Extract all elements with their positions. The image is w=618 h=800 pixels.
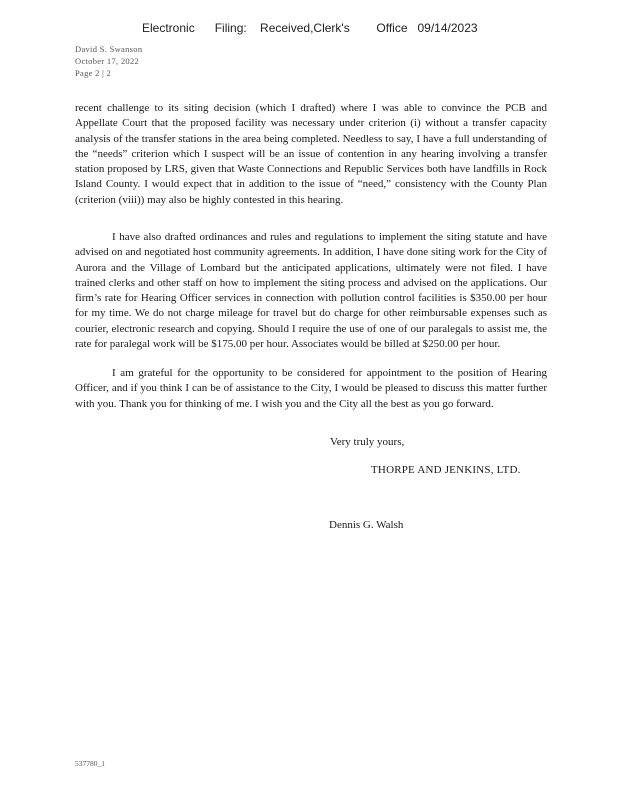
body-paragraph-3: I am grateful for the opportunity to be considered for appointment to the position of Hearing Officer, and if you think I can be of assistance to the City, I would be pleased to discuss this matter further with you. Thank you for thinking of me. I wish you and the City all the best as you go forward. [75,367,547,410]
header-date: October 17, 2022 [75,56,140,66]
document-id: 537780_1 [75,759,105,768]
header-page-number: Page 2 | 2 [75,68,112,78]
body-paragraph-1: recent challenge to its siting decision (which I drafted) where I was able to convince the PCB and Appellate Court that the proposed facility was necessary under criterion (i) without a transfer capacity analysis of the transfer stations in the area being completed. Needless to say, I have a full understanding of the “needs” criterion which I suspect will be an issue of contention in any hearing involving a transfer station proposed by LRS, given that Waste Connections and Republic Services both have landfills in Rock Island County. I would expect that in addition to the issue of “need,” consistency with the County Plan (criterion (viii)) may also be highly contested in this hearing. [75,102,547,206]
firm-name: THORPE AND JENKINS, LTD. [371,464,521,476]
signer-name: Dennis G. Walsh [329,519,404,531]
body-paragraph-2: I have also drafted ordinances and rules and regulations to implement the siting statute and have advised on and negotiated host community agreements. In addition, I have done siting work for the City of Aurora and the Village of Lombard but the anticipated applications, ultimately were not filed. I have trained clerks and other staff on how to implement the siting process and advised on the applications. Our firm’s rate for Hearing Officer services in connection with pollution control facilities is $350.00 per hour for my time. We do not charge mileage for travel but do charge for other reimbursable expenses such as courier, electronic research and copying. Should I require the use of one of our paralegals to assist me, the rate for paralegal work will be $175.00 per hour. Associates would be billed at $250.00 per hour. [75,231,547,351]
filing-stamp: Electronic Filing: Received,Clerk's Office 09/14/2023 [142,21,478,35]
closing-salutation: Very truly yours, [330,436,405,448]
header-recipient: David S. Swanson [75,44,143,54]
